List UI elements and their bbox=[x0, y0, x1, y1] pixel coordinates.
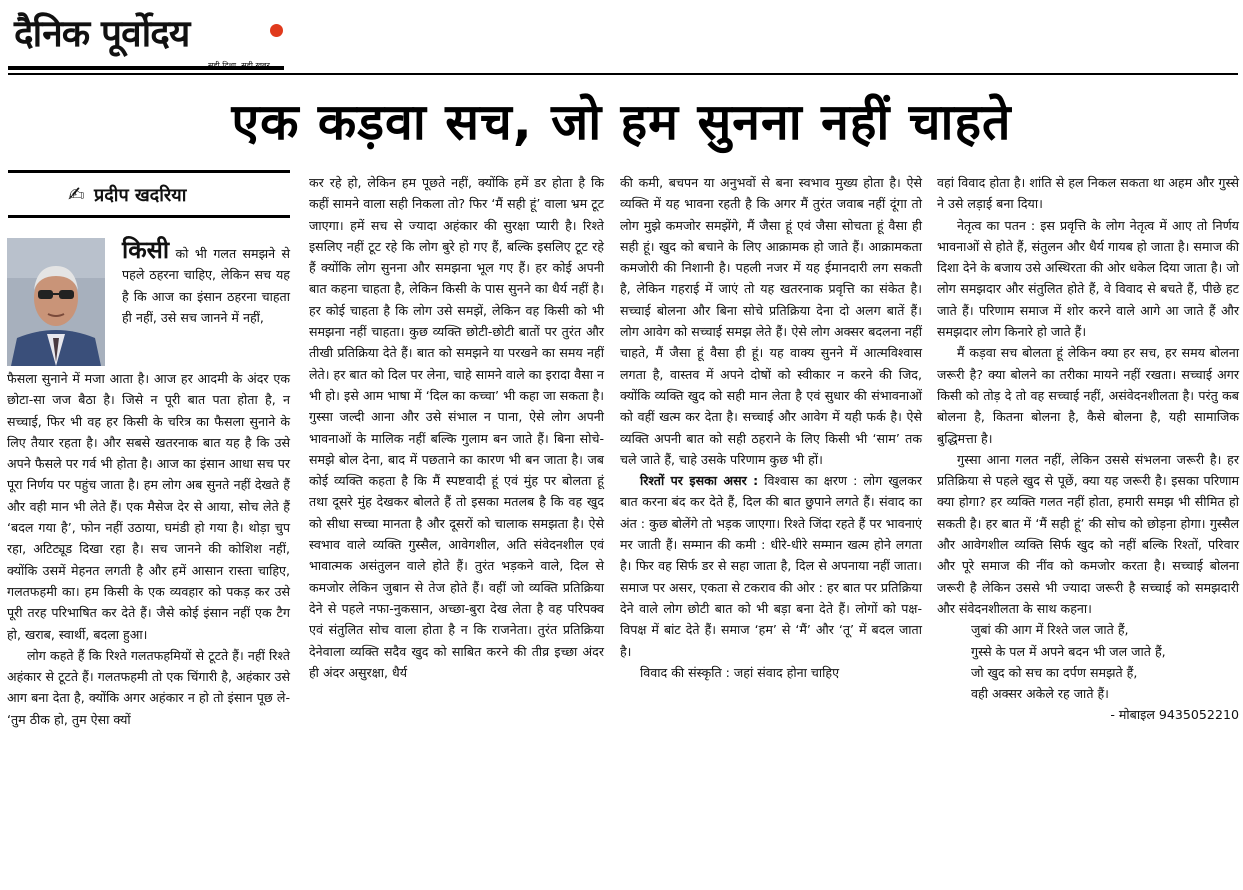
col3-paragraph-2: विश्वास का क्षरण : लोग खुलकर बात करना बंद कर देते हैं, दिल की बात छुपाने लगते हैं। संवाद का अंत : कुछ बोलेंगे तो भड़क जाएगा। रिश्ते जिंदा रहते हैं पर भावनाएं मर जाती हैं। सम्मान की कमी : धीरे-धीरे सम्मान खत्म होने लगता है। फिर वह सिर्फ डर से सहा जाता है, दिल से अपनाया नहीं जाता। समाज पर असर, एकता से टकराव की ओर : हर बात पर प्रतिक्रिया देने वाले लोग छोटी बात को भी बड़ा बना देते हैं। लोगों को पक्ष-विपक्ष में बांट देते हैं। समाज ‘हम’ से ‘मैं’ और ‘तू’ में बदल जाता है। bbox=[620, 473, 922, 659]
article-headline: एक कड़वा सच, जो हम सुनना नहीं चाहते bbox=[231, 93, 1012, 151]
author-mobile: - मोबाइल 9435052210 bbox=[1110, 707, 1239, 723]
poem-line-3: जो खुद को सच का दर्पण समझते हैं, bbox=[971, 664, 1138, 680]
logo-dot-icon bbox=[270, 24, 283, 37]
col4-paragraph-4: गुस्सा आना गलत नहीं, लेकिन उससे संभलना जरूरी है। हर प्रतिक्रिया से पहले खुद से पूछें, क्या यह जरूरी है। इसका परिणाम क्या होगा? हर व्यक्ति गलत नहीं होता, हमारी समझ भी सीमित हो सकती है। हर बात में ‘मैं सही हूं’ की सोच को छोड़ना होगा। गुस्सैल और आवेगशील व्यक्ति सिर्फ खुद को नहीं बल्कि रिश्तों, परिवार और पूरे समाज की नींव को कमजोर करता है। सच्चाई बोलना जरूरी है लेकिन उससे भी ज्यादा जरूरी है सच्चाई को समझदारी और संवेदनशीलता के साथ कहना। bbox=[937, 451, 1239, 616]
col4-paragraph-2: नेतृत्व का पतन : इस प्रवृत्ति के लोग नेतृत्व में आए तो निर्णय भावनाओं से होते हैं, संतुलन और धैर्य गायब हो जाता है। समाज की दिशा देने के बजाय उसे अस्थिरता की ओर धकेल दिया जाता है। जो लोग समझदार और संतुलित होते हैं, वे विवाद से बचते हैं, पीछे हट जाते हैं। परिणाम समाज में शोर करने वाले आगे आ जाते हैं और समझदार लोग किनारे हो जाते हैं। bbox=[937, 217, 1239, 340]
col3-paragraph-1: की कमी, बचपन या अनुभवों से बना स्वभाव मुख्य होता है। ऐसे व्यक्ति में यह भावना रहती है कि अगर मैं तुरंत जवाब नहीं दूंगा तो लोग मुझे कमजोर समझेंगे, मैं जैसा हूं एवं जैसा सोचता हूं वैसा ही सही हूं। खुद को बचाने के लिए आक्रामक हो जाते हैं। आक्रामकता कमजोरी की निशानी है। पहली नजर में यह ईमानदारी लग सकती है, लेकिन गहराई में जाएं तो यह खतरनाक प्रवृत्ति का संकेत है। सच्चाई बोलना और बिना सोचे प्रतिक्रिया देना दो अलग बातें हैं। लोग आवेग को सच्चाई समझ लेते हैं। ऐसे लोग अक्सर बदलना नहीं चाहते, मैं जैसा हूं वैसा ही हूं। यह वाक्य सुनने में आत्मविश्वास लगता है, वास्तव में अपने दोषों को स्वीकार न करने की जिद, क्योंकि व्यक्ति खुद को सही मान लेता है एवं सुधार की संभावनाओं को वहीं खत्म कर देता है। सच्चाई और आवेग में यही फर्क है। ऐसे व्यक्ति अपनी बात को सही ठहराने के लिए किसी भी ‘साम’ तक चले जाते हैं, चाहे उसके परिणाम कुछ भी हों। bbox=[620, 175, 922, 467]
column-1 bbox=[7, 368, 290, 730]
masthead bbox=[12, 10, 282, 72]
col3-subheading: रिश्तों पर इसका असर : bbox=[640, 473, 759, 489]
col4-paragraph-1: वहां विवाद होता है। शांति से हल निकल सकता था अहम और गुस्से ने उसे लड़ाई बना दिया। bbox=[937, 175, 1239, 212]
author-name: प्रदीप खदरिया bbox=[94, 185, 187, 206]
col4-paragraph-3: मैं कड़वा सच बोलता हूं लेकिन क्या हर सच, हर समय बोलना जरूरी है? क्या बोलने का तरीका मायने नहीं रखता। सच्चाई अगर किसी को तोड़ दे तो वह सच्चाई नहीं, असंवेदनशीलता है। परंतु कब बोलना है, कितना बोलना है, कैसे बोलना है, यही सामाजिक बुद्धिमत्ता है। bbox=[937, 345, 1239, 446]
intro-block bbox=[122, 236, 290, 328]
intro-text: को भी गलत समझने से पहले ठहरना चाहिए, लेकिन सच यह है कि आज का इंसान ठहरना चाहता ही नहीं, उसे सच जानने में नहीं, bbox=[122, 246, 290, 325]
col3-paragraph-3: विवाद की संस्कृति : जहां संवाद होना चाहिए bbox=[640, 664, 840, 680]
top-rule bbox=[8, 73, 1238, 75]
author-photo bbox=[7, 238, 105, 366]
poem-line-1: जुबां की आग में रिश्ते जल जाते हैं, bbox=[971, 622, 1129, 638]
column-4 bbox=[937, 172, 1239, 726]
byline-box bbox=[8, 170, 290, 218]
col1-paragraph-2: लोग कहते हैं कि रिश्ते गलतफहमियों से टूटते हैं। नहीं रिश्ते अहंकार से टूटते हैं। गलतफहमी तो एक चिंगारी है, अहंकार उसे आग बना देता है, क्योंकि अगर अहंकार न हो तो इंसान पूछ ले- ‘तुम ठीक हो, तुम ऐसा क्यों bbox=[7, 647, 290, 727]
drop-cap: किसी bbox=[122, 236, 170, 264]
col1-paragraph-1: फैसला सुनाने में मजा आता है। आज हर आदमी के अंदर एक छोटा-सा जज बैठा है। जिसे न पूरी बात पता होता है, न सच्चाई, फिर भी वह हर किसी के चरित्र का फैसला सुनाने के लिए तैयार रहता है। और सबसे खतरनाक बात यह है कि उसे अपने फैसले पर गर्व भी होता है। आज का इंसान आधा सच पर पूरा निर्णय पर पहुंच जाता है। हम लोग अब सुनते नहीं देखते हैं और वही मान भी लेते हैं। एक मैसेज देर से आया, सोच लेते हैं ‘बदल गया है’, फोन नहीं उठाया, घमंडी हो गया है। थोड़ा चुप रहा, अटिट्यूड दिखा रहा है। सच जानने की कोशिश नहीं, क्योंकि उसमें मेहनत लगती है और हमें आसान रास्ता चाहिए, गलतफहमी का। हम किसी के एक व्यवहार को पकड़ कर उसे पूरी तरह परिभाषित कर देते हैं। जैसे कोई इंसान नहीं एक टैग हो, खराब, स्वार्थी, बदला हुआ। bbox=[7, 371, 290, 642]
column-3 bbox=[620, 172, 922, 683]
poem-line-4: वही अक्सर अकेले रह जाते हैं। bbox=[971, 686, 1109, 702]
newspaper-logo: दैनिक पूर्वोदय bbox=[14, 12, 190, 55]
masthead-rule bbox=[8, 66, 284, 70]
col2-paragraph-1: कर रहे हो, लेकिन हम पूछते नहीं, क्योंकि हमें डर होता है कि कहीं सामने वाला सही निकला तो? फिर ‘मैं सही हूं’ वाला भ्रम टूट जाएगा। हमें सच से ज्यादा अहंकार की सुरक्षा प्यारी है। रिश्ते इसलिए नहीं टूट रहे कि लोग बुरे हो गए हैं, बल्कि इसलिए टूट रहे हैं क्योंकि लोग सुनना और समझना भूल गए हैं। हर कोई अपनी बात कहना चाहता है, लेकिन किसी के पास सुनने का धैर्य नहीं है। हर कोई चाहता है कि लोग उसे समझें, लेकिन वह किसी को भी समझना नहीं चाहता। कुछ व्यक्ति छोटी-छोटी बातों पर तुरंत और तीखी प्रतिक्रिया देते हैं। बात को समझने या परखने का समय नहीं लेते। हर बात को दिल पर लेना, चाहे सामने वाले का इरादा वैसा न भी हो। इसे आम भाषा में ‘दिल का कच्चा’ भी कहा जा सकता है। गुस्सा जल्दी आना और उसे संभाल न पाना, ऐसे लोग अपनी भावनाओं के मालिक नहीं बल्कि गुलाम बन जाते हैं। बिना सोचे-समझे बोल देना, बाद में पछताने का कारण भी बन जाता है। जब कोई व्यक्ति कहता है कि मैं स्पष्टवादी हूं एवं मुंह पर बोलता हूं तथा दूसरे मुंह देखकर बोलते हैं तो इसका मतलब है कि वह खुद को सीधा सच्चा मानता है और दूसरों को चालाक समझता है। ऐसे स्वभाव वाले व्यक्ति गुस्सैल, आवेगशील, अति संवेदनशील एवं भावात्मक असंतुलन वाले होते हैं। तुरंत भड़कने वाले, दिल से कमजोर लेकिन जुबान से तेज होते हैं। वहीं जो व्यक्ति प्रतिक्रिया देने से पहले नफा-नुकसान, अच्छा-बुरा देख लेता है वह परिपक्व एवं संतुलित सोच वाला होता है न कि राजनेता। तुरंत प्रतिक्रिया देनेवाला व्यक्ति सदैव खुद को साबित करने की तीव्र इच्छा अंदर ही अंदर असुरक्षा, धैर्य bbox=[309, 175, 604, 680]
pen-icon: ✍ bbox=[68, 182, 85, 206]
column-2 bbox=[309, 172, 604, 683]
poem-line-2: गुस्से के पल में अपने बदन भी जल जाते हैं, bbox=[971, 643, 1166, 659]
